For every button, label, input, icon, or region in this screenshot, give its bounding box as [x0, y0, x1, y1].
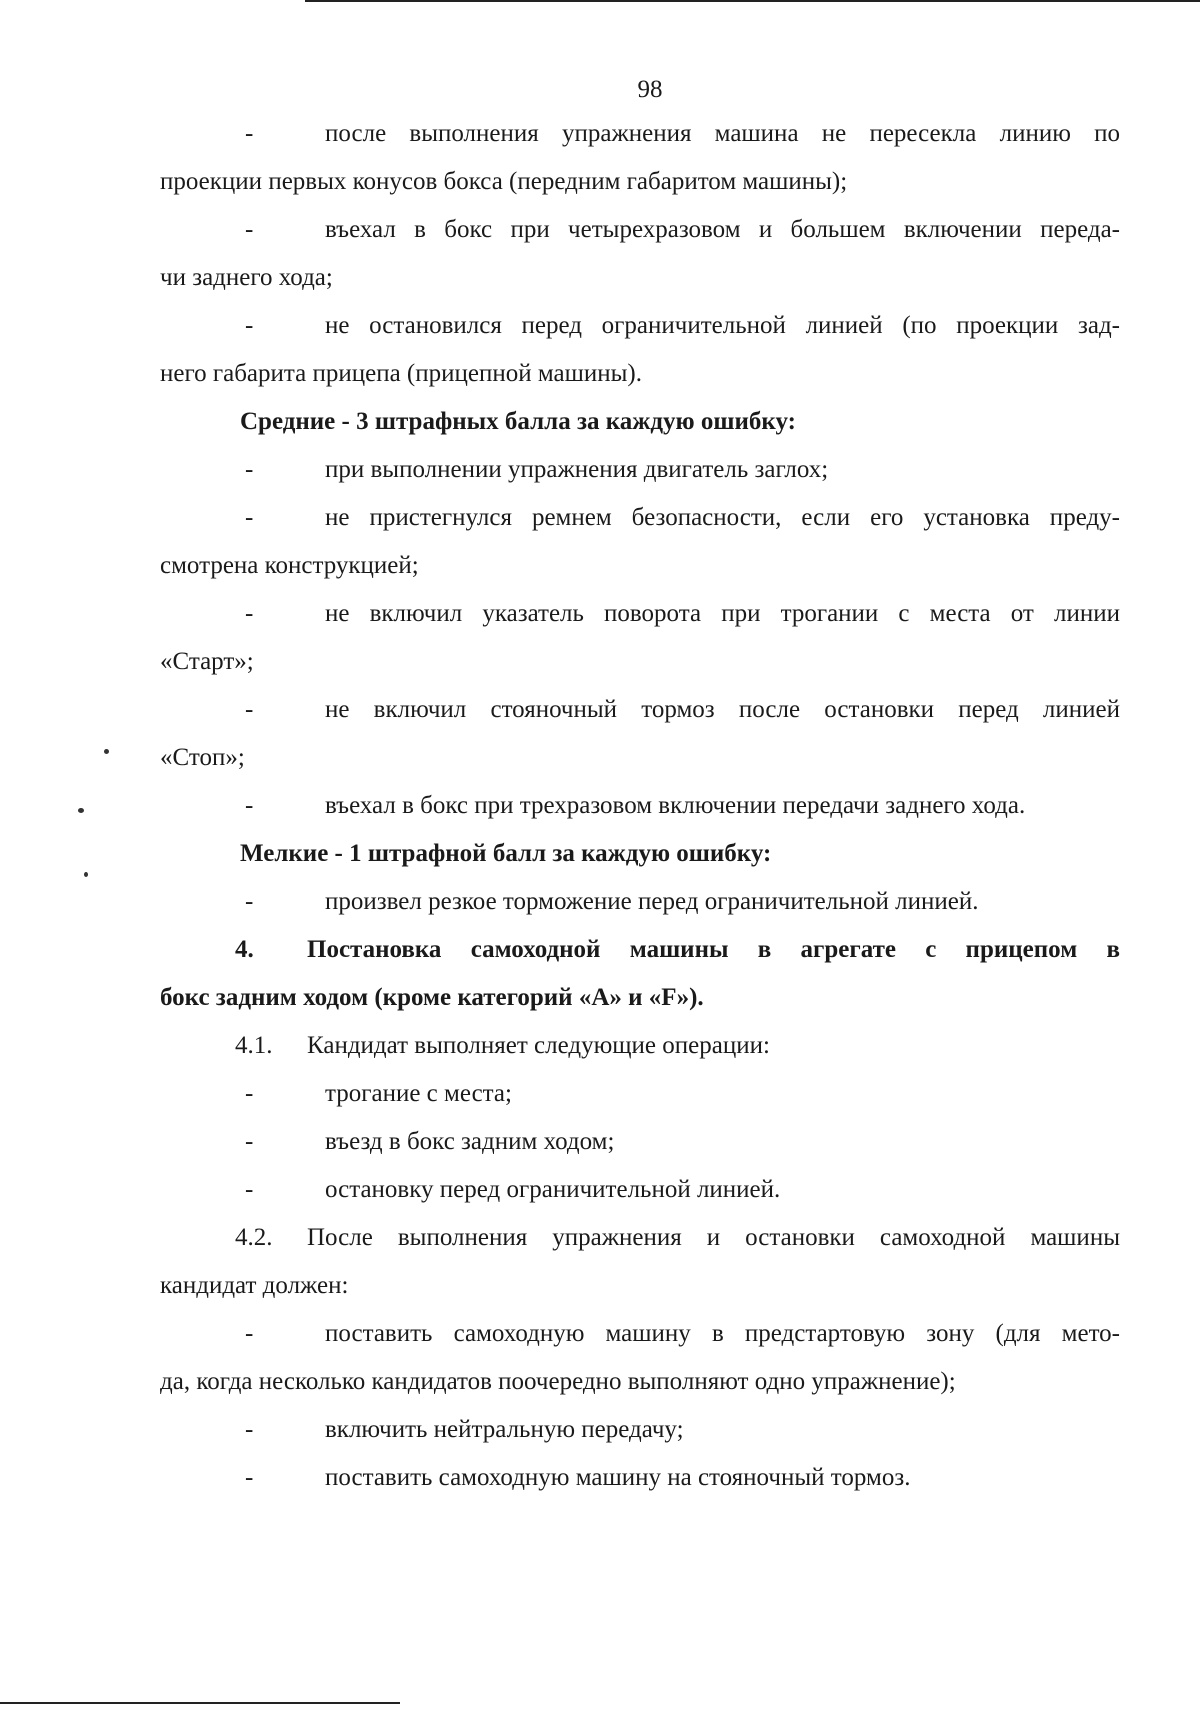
scan-border-top [305, 0, 1200, 2]
list-item [160, 302, 1120, 350]
text-line [160, 638, 1120, 686]
subsection-number: 4.2. [235, 1224, 273, 1251]
scan-speck [78, 808, 84, 813]
list-dash: - [245, 1320, 254, 1347]
list-item [160, 1166, 1120, 1214]
line-text: «Стоп»; [160, 744, 245, 771]
section-number: 4. [235, 936, 254, 963]
list-item [160, 1310, 1120, 1358]
list-item [160, 878, 1120, 926]
list-item [160, 782, 1120, 830]
scan-speck [104, 749, 109, 754]
list-dash: - [245, 1080, 254, 1107]
list-dash: - [245, 600, 254, 627]
list-item-text: не включил стояночный тормоз после остановки перед линией [325, 696, 1120, 723]
list-item [160, 686, 1120, 734]
list-item [160, 1070, 1120, 1118]
list-dash: - [245, 1416, 254, 1443]
text-line [160, 350, 1120, 398]
list-item-text: остановку перед ограничительной линией. [325, 1176, 781, 1203]
list-dash: - [245, 120, 254, 147]
list-item-text: поставить самоходную машину на стояночный тормоз. [325, 1464, 911, 1491]
list-dash: - [245, 456, 254, 483]
list-item [160, 590, 1120, 638]
subsection-text: После выполнения упражнения и остановки самоходной машины [307, 1224, 1120, 1251]
list-item-text: при выполнении упражнения двигатель заглох; [325, 456, 829, 483]
scan-speck [84, 872, 88, 877]
section-heading-minor: Мелкие - 1 штрафной балл за каждую ошибку: [240, 840, 772, 867]
section-title-cont: бокс задним ходом (кроме категорий «А» и «F»). [160, 984, 704, 1011]
text-line [160, 542, 1120, 590]
subsection-4-2 [160, 1214, 1120, 1262]
list-dash: - [245, 696, 254, 723]
subsection-number: 4.1. [235, 1032, 273, 1059]
scan-border-bottom [0, 1702, 400, 1704]
text-line [160, 1262, 1120, 1310]
subsection-4-1 [160, 1022, 1120, 1070]
list-item-text: не пристегнулся ремнем безопасности, если его установка преду- [325, 504, 1120, 531]
list-item [160, 1118, 1120, 1166]
text-line [160, 734, 1120, 782]
list-dash: - [245, 1128, 254, 1155]
list-item [160, 1454, 1120, 1502]
line-text: кандидат должен: [160, 1272, 349, 1299]
list-item [160, 110, 1120, 158]
list-item-text: трогание с места; [325, 1080, 512, 1107]
line-text: «Старт»; [160, 648, 254, 675]
text-line [160, 254, 1120, 302]
list-dash: - [245, 792, 254, 819]
list-item-text: не остановился перед ограничительной линией (по проекции зад- [325, 312, 1120, 339]
list-dash: - [245, 1464, 254, 1491]
list-item [160, 1406, 1120, 1454]
list-item [160, 206, 1120, 254]
list-item-text: после выполнения упражнения машина не пересекла линию по [325, 120, 1120, 147]
line-text: чи заднего хода; [160, 264, 333, 291]
list-item-text: поставить самоходную машину в предстартовую зону (для мето- [325, 1320, 1120, 1347]
section-heading-4 [160, 926, 1120, 974]
list-item-text: не включил указатель поворота при трогании с места от линии [325, 600, 1120, 627]
section-title: Постановка самоходной машины в агрегате с прицепом в [307, 936, 1120, 963]
section-title-continued [160, 974, 1120, 1022]
subsection-text: Кандидат выполняет следующие операции: [307, 1032, 770, 1059]
list-dash: - [245, 504, 254, 531]
line-text: него габарита прицепа (прицепной машины). [160, 360, 643, 387]
list-dash: - [245, 216, 254, 243]
list-item [160, 494, 1120, 542]
list-item-text: включить нейтральную передачу; [325, 1416, 684, 1443]
line-text: смотрена конструкцией; [160, 552, 419, 579]
list-dash: - [245, 312, 254, 339]
list-item-text: въехал в бокс при четырехразовом и большем включении переда- [325, 216, 1120, 243]
text-line [160, 1358, 1120, 1406]
list-item-text: въехал в бокс при трехразовом включении передачи заднего хода. [325, 792, 1026, 819]
document-page [160, 70, 1120, 1502]
line-text: да, когда несколько кандидатов поочередно выполняют одно упражнение); [160, 1368, 956, 1395]
list-dash: - [245, 888, 254, 915]
page-number: 98 [637, 76, 663, 103]
list-item [160, 446, 1120, 494]
text-line [160, 158, 1120, 206]
list-item-text: произвел резкое торможение перед ограничительной линией. [325, 888, 979, 915]
list-dash: - [245, 1176, 254, 1203]
line-text: проекции первых конусов бокса (передним габаритом машины); [160, 168, 848, 195]
section-heading-medium: Средние - 3 штрафных балла за каждую ошибку: [240, 408, 796, 435]
list-item-text: въезд в бокс задним ходом; [325, 1128, 615, 1155]
